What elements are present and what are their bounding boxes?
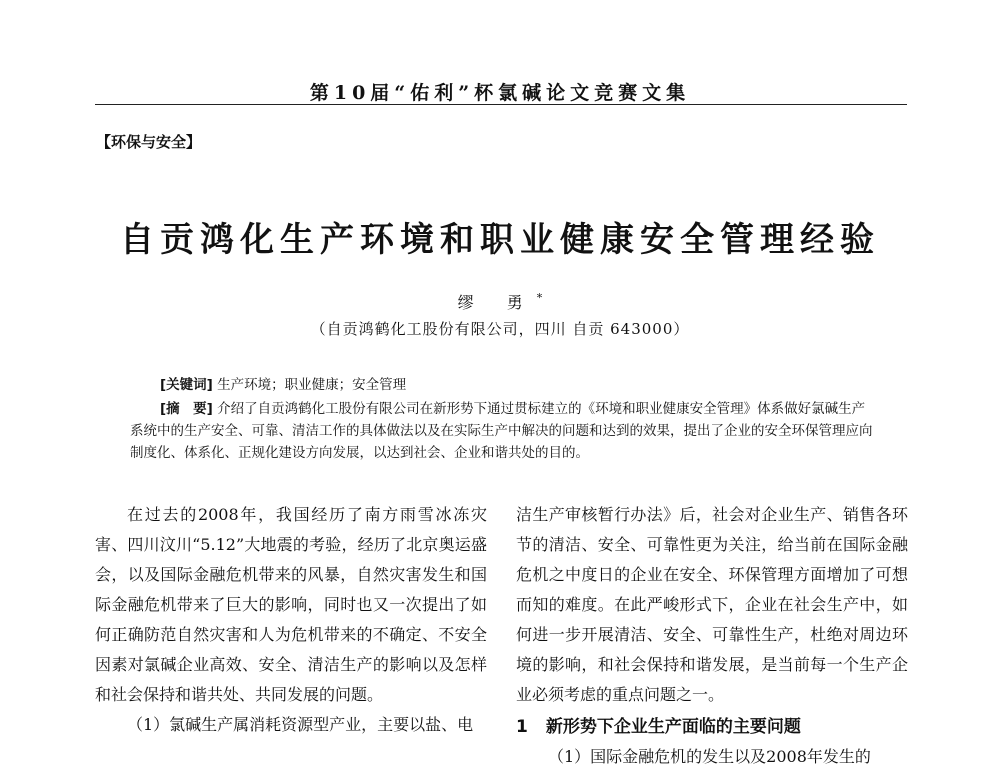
author (0, 290, 1000, 313)
section-number: 1 (516, 717, 528, 737)
author-name: 缪 勇 (457, 293, 537, 312)
running-header: 第10届“佑利”杯氯碱论文竞赛文集 (309, 82, 691, 104)
body-paragraph: 在过去的2008年，我国经历了南方雨雪冰冻灾害、四川汶川“5.12”大地震的考验，经历了北京奥运盛会，以及国际金融危机带来的风暴，自然灾害发生和国际金融危机带来了巨大的影响，同时也又一次提出了如何正确防范自然灾害和人为危机带来的不确定、不安全因素对氯碱企业高效、安全、清洁生产的影响以及怎样和社会保持和谐共处、共同发展的问题。 (95, 505, 487, 704)
abstract-text: 介绍了自贡鸿鹤化工股份有限公司在新形势下通过贯标建立的《环境和职业健康安全管理》体系做好氯碱生产系统中的生产安全、可靠、清洁工作的具体做法以及在实际生产中解决的问题和达到的效果，提出了企业的安全环保管理应向制度化、体系化、正规化建设方向发展，以达到社会、企业和谐共处的目的。 (130, 401, 873, 461)
keywords-label: [关键词] (160, 377, 213, 393)
abstract-label: [摘 要] (160, 401, 213, 417)
keywords-text: 生产环境；职业健康；安全管理 (217, 377, 407, 393)
section-title: 新形势下企业生产面临的主要问题 (545, 717, 801, 737)
article-title: 自贡鸿化生产环境和职业健康安全管理经验 (120, 220, 880, 260)
affiliation: （自贡鸿鹤化工股份有限公司，四川 自贡 643000） (310, 320, 690, 338)
body-paragraph: 洁生产审核暂行办法》后，社会对企业生产、销售各环节的清洁、安全、可靠性更为关注，给当前在国际金融危机之中度日的企业在安全、环保管理方面增加了可想而知的难度。在此严峻形式下，企业在社会生产中，如何进一步开展清洁、安全、可靠性生产，杜绝对周边环境的影响，和社会保持和谐发展，是当前每一个生产企业必须考虑的重点问题之一。 (516, 505, 908, 704)
body-paragraph: （1）国际金融危机的发生以及2008年发生的 (548, 747, 871, 766)
section-tag: 【环保与安全】 (96, 133, 202, 151)
body-paragraph: （1）氯碱生产属消耗资源型产业，主要以盐、电 (127, 715, 474, 734)
header-rule (95, 104, 907, 105)
keywords (130, 374, 875, 396)
author-footnote-mark: * (536, 291, 543, 305)
section-heading (516, 712, 908, 742)
abstract (130, 398, 875, 464)
body-column-left (95, 500, 487, 740)
body-column-right (516, 500, 908, 772)
